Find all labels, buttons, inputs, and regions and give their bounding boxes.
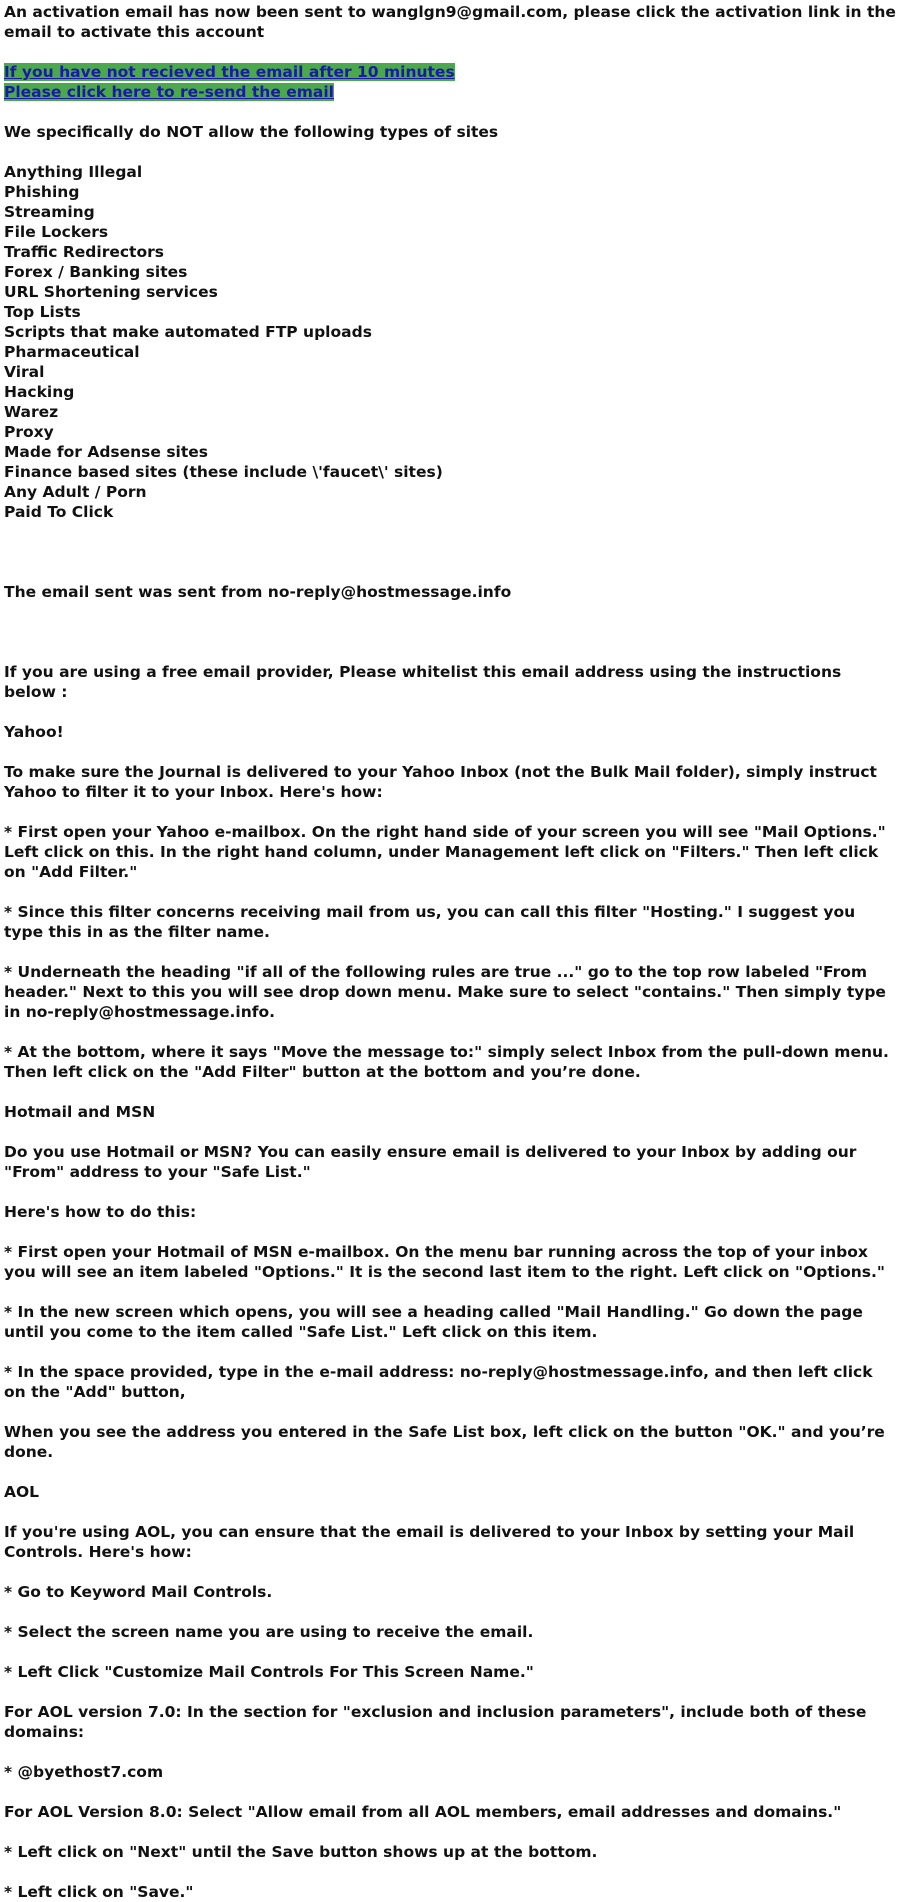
list-item: Hacking xyxy=(4,383,75,401)
yahoo-step: * Since this filter concerns receiving mail from us, you can call this filter "Hosting." I suggest you type this in as the filter name. xyxy=(4,903,856,941)
list-item: Phishing xyxy=(4,183,80,201)
list-item: Streaming xyxy=(4,203,95,221)
yahoo-title: Yahoo! xyxy=(4,723,64,741)
aol-step: For AOL version 7.0: In the section for "exclusion and inclusion parameters", include both of these domains: xyxy=(4,1703,867,1741)
disallowed-list xyxy=(4,162,896,522)
aol-step: * Left click on "Save." xyxy=(4,1883,194,1901)
list-item: Proxy xyxy=(4,423,54,441)
list-item: Top Lists xyxy=(4,303,81,321)
resend-email-link[interactable]: Please click here to re-send the email xyxy=(4,83,334,101)
aol-step: For AOL Version 8.0: Select "Allow email from all AOL members, email addresses and domains." xyxy=(4,1803,842,1821)
hotmail-howto: Here's how to do this: xyxy=(4,1203,197,1221)
list-item: Traffic Redirectors xyxy=(4,243,164,261)
aol-step: * @byethost7.com xyxy=(4,1763,164,1781)
list-item: Paid To Click xyxy=(4,503,114,521)
resend-notice-link[interactable]: If you have not recieved the email after 10 minutes xyxy=(4,63,455,81)
whitelist-intro: If you are using a free email provider, Please whitelist this email address using the instructions below : xyxy=(4,663,842,701)
list-item: Forex / Banking sites xyxy=(4,263,188,281)
list-item: URL Shortening services xyxy=(4,283,218,301)
yahoo-step: * At the bottom, where it says "Move the message to:" simply select Inbox from the pull-down menu. Then left click on the "Add Filter" button at the bottom and you’re done. xyxy=(4,1043,889,1081)
list-item: Finance based sites (these include \'faucet\' sites) xyxy=(4,463,443,481)
disallowed-heading: We specifically do NOT allow the following types of sites xyxy=(4,123,499,141)
list-item: Viral xyxy=(4,363,45,381)
list-item: Anything Illegal xyxy=(4,163,143,181)
hotmail-intro: Do you use Hotmail or MSN? You can easily ensure email is delivered to your Inbox by adding our "From" address to your "Safe List." xyxy=(4,1143,857,1181)
activation-message: An activation email has now been sent to wanglgn9@gmail.com, please click the activation link in the email to activate this account xyxy=(4,3,896,41)
list-item: Scripts that make automated FTP uploads xyxy=(4,323,372,341)
list-item: Pharmaceutical xyxy=(4,343,140,361)
aol-step: * Left Click "Customize Mail Controls For This Screen Name." xyxy=(4,1663,534,1681)
list-item: Any Adult / Porn xyxy=(4,483,147,501)
hotmail-title: Hotmail and MSN xyxy=(4,1103,156,1121)
aol-step: * Left click on "Next" until the Save button shows up at the bottom. xyxy=(4,1843,598,1861)
list-item: Made for Adsense sites xyxy=(4,443,209,461)
aol-intro: If you're using AOL, you can ensure that the email is delivered to your Inbox by setting your Mail Controls. Here's how: xyxy=(4,1523,855,1561)
aol-step: * Select the screen name you are using to receive the email. xyxy=(4,1623,534,1641)
hotmail-step: * In the space provided, type in the e-mail address: no-reply@hostmessage.info, and then left click on the "Add" button, xyxy=(4,1363,873,1401)
aol-title: AOL xyxy=(4,1483,40,1501)
yahoo-intro: To make sure the Journal is delivered to your Yahoo Inbox (not the Bulk Mail folder), simply instruct Yahoo to filter it to your Inbox. Here's how: xyxy=(4,763,877,801)
hotmail-step: * First open your Hotmail of MSN e-mailbox. On the menu bar running across the top of your inbox you will see an item labeled "Options." It is the second last item to the right. Left click on "Options." xyxy=(4,1243,885,1281)
aol-step: * Go to Keyword Mail Controls. xyxy=(4,1583,273,1601)
list-item: Warez xyxy=(4,403,59,421)
hotmail-step: When you see the address you entered in the Safe List box, left click on the button "OK." and you’re done. xyxy=(4,1423,885,1461)
yahoo-step: * Underneath the heading "if all of the following rules are true ..." go to the top row labeled "From header." Next to this you will see drop down menu. Make sure to select "contains." Then simply type in no-reply@hostmessage.info. xyxy=(4,963,886,1021)
sender-address: The email sent was sent from no-reply@hostmessage.info xyxy=(4,583,512,601)
list-item: File Lockers xyxy=(4,223,109,241)
yahoo-step: * First open your Yahoo e-mailbox. On the right hand side of your screen you will see "Mail Options." Left click on this. In the right hand column, under Management left click on "Filters." Then left click on "Add Filter." xyxy=(4,823,886,881)
hotmail-step: * In the new screen which opens, you will see a heading called "Mail Handling." Go down the page until you come to the item called "Safe List." Left click on this item. xyxy=(4,1303,863,1341)
